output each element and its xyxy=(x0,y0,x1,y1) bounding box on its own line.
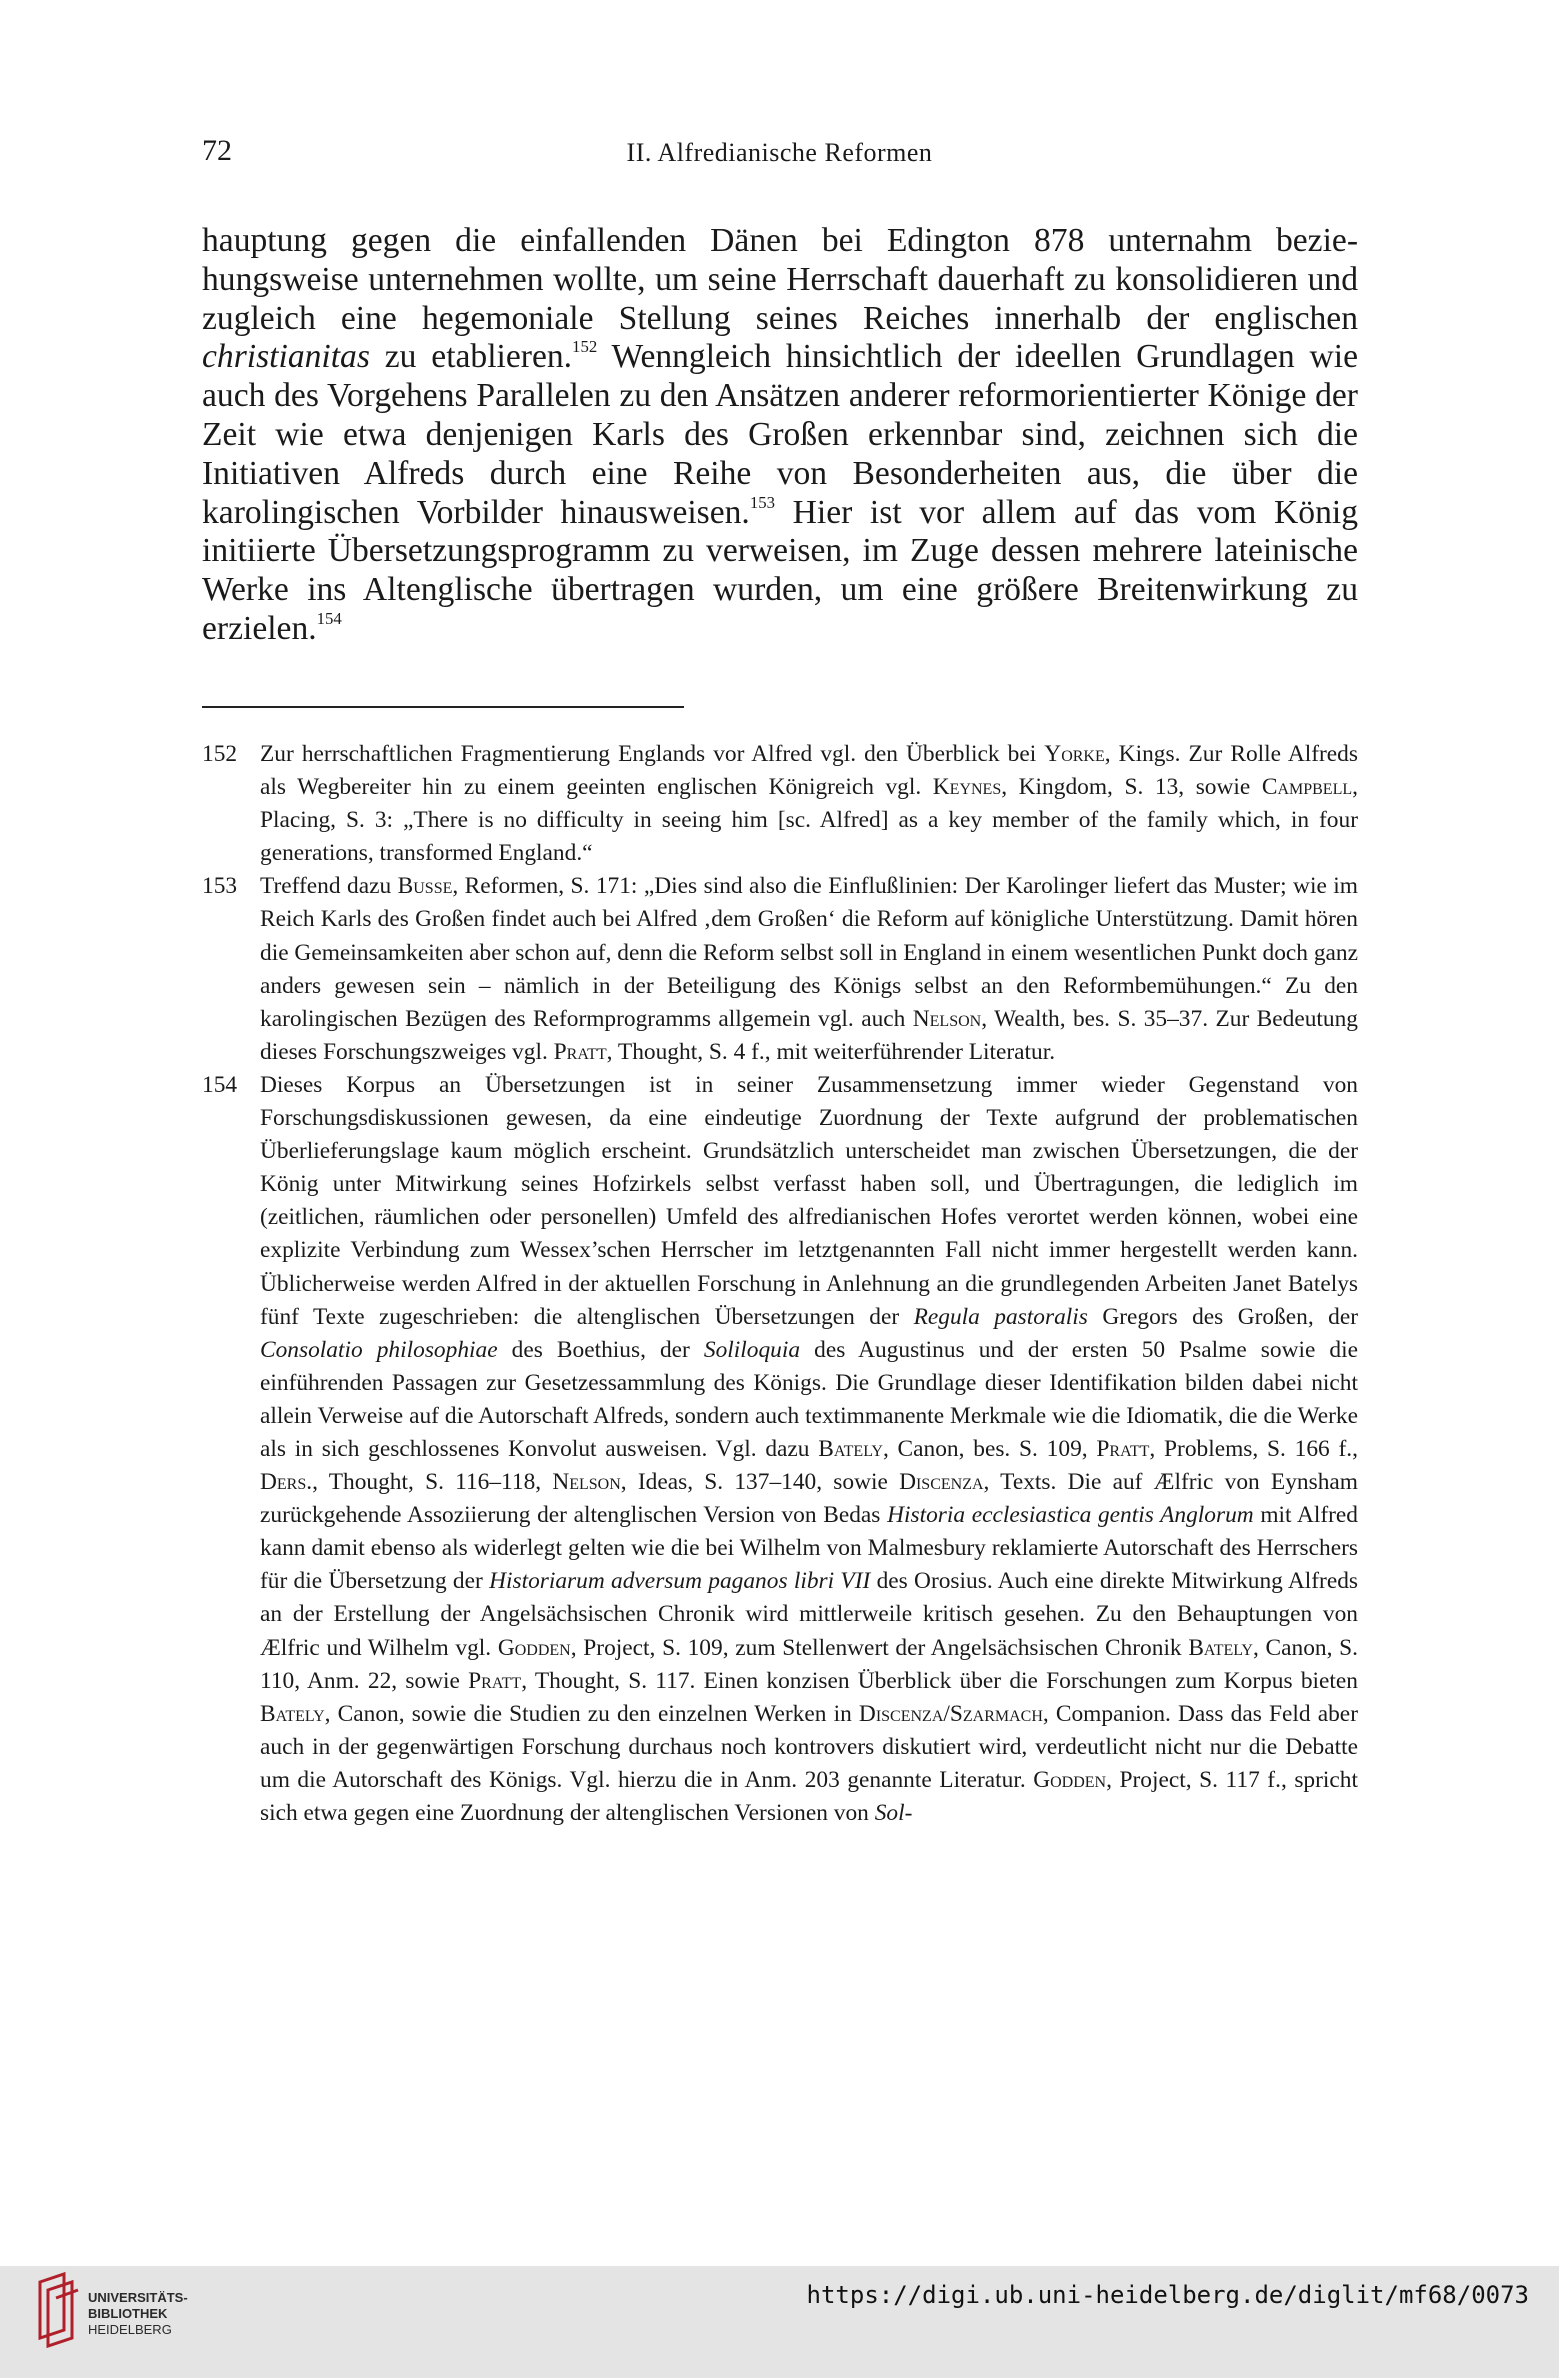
author-name: Pratt xyxy=(553,1038,607,1065)
footnote-text: Dieses Korpus an Übersetzungen ist in seiner Zusammensetzung immer wieder Gegenstand von Forschungsdiskussionen gewesen, da eine eindeutige Zuordnung der Texte aufgrund der problematischen Überlieferungslage kaum möglich erscheint. Grundsätzlich unterscheidet man zwischen Übersetzungen, die der König unter Mitwirkung seines Hofzirkels selbst verfasst haben soll, und Übertragungen, die lediglich im (zeitlichen, räumlichen oder personellen) Umfeld des alfredianischen Hofes verortet werden können, wobei eine explizite Verbindung zum Wessex’schen Herrscher im letztgenannten Fall nicht immer hergestellt werden kann. Üblicherweise werden Alfred in der aktuellen Forschung in Anlehnung an die grundlegenden Arbeiten Janet Batelys fünf Texte zugeschrieben: die altenglischen Übersetzungen der Regula pastoralis Gregors des Großen, der Consolatio philosophiae des Boethius, der Soliloquia des Augustinus und der ersten 50 Psalme sowie die einführenden Passagen zur Gesetzessammlung des Königs. Die Grundlage dieser Identifikation bilden dabei nicht allein Verweise auf die Autorschaft Alfreds, sondern auch textimmanente Merkmale wie die Idiomatik, die die Werke als in sich geschlossenes Konvolut ausweisen. Vgl. dazu Bately, Canon, bes. S. 109, Pratt, Problems, S. 166 f., Ders., Thought, S. 116–118, Nelson, Ideas, S. 137–140, sowie Discenza, Texts. Die auf Ælfric von Eynsham zurückgehende Assoziierung der altenglischen Version von Bedas Historia ecclesiastica gentis Anglorum mit Alfred kann damit ebenso als widerlegt gelten wie die bei Wilhelm von Malmesbury reklamierte Autorschaft des Herrschers für die Übersetzung der Historiarum adversum paganos libri VII des Orosius. Auch eine direkte Mitwirkung Alfreds an der Erstellung der Angelsächsischen Chronik wird mittlerweile kritisch gesehen. Zu den Behauptungen von Ælfric und Wilhelm vgl. Godden, Project, S. 109, zum Stellenwert der Angelsächsischen Chronik Bately, Canon, S. 110, Anm. 22, sowie Pratt, Thought, S. 117. Einen konzisen Überblick über die Forschungen zum Korpus bieten Bately, Canon, sowie die Studien zu den einzelnen Werken in Discenza/Szarmach, Companion. Dass das Feld aber auch in der gegenwärtigen Forschung durchaus noch kontrovers diskutiert wird, verdeutlicht nicht nur die Debatte um die Autorschaft des Königs. Vgl. hierzu die in Anm. 203 genannte Literatur. Godden, Project, S. 117 f., spricht sich etwa gegen eine Zuordnung der altenglischen Versionen von Sol- xyxy=(260,1071,1359,1826)
library-logo-text[interactable]: UNIVERSITÄTS- BIBLIOTHEK HEIDELBERG xyxy=(88,2290,188,2337)
author-name: Bately xyxy=(1188,1634,1253,1661)
work-title: Historiarum adversum paganos libri VII xyxy=(489,1568,871,1595)
author-name: Godden xyxy=(497,1634,571,1661)
text-run: Wenngleich hinsichtlich der ideellen Grundlagen wie auch des Vorgehens Parallelen zu den Ansätzen anderer reformorientierter Könige der Zeit wie etwa denjenigen Karls des Großen erkennbar sind, zeichnen sich die Initiativen Alfreds durch eine Reihe von Besonderheiten aus, die über die karolingischen Vorbilder hinausweisen. xyxy=(202,338,1358,531)
footnote-number: 153 xyxy=(202,873,238,900)
author-name: Nelson xyxy=(912,1005,982,1032)
author-name: Keynes xyxy=(932,774,1002,801)
footnote-separator xyxy=(202,706,684,708)
footnote-154 xyxy=(202,1069,1358,1830)
paragraph xyxy=(202,222,1358,649)
main-text xyxy=(202,222,1358,649)
author-name: Godden xyxy=(1033,1766,1107,1793)
work-title: Soliloquia xyxy=(703,1336,801,1363)
footnote-number: 154 xyxy=(202,1071,238,1098)
text-run: hauptung gegen die einfallenden Dänen bei Edington 878 unternahm beziehungsweise unternehmen wollte, um seine Herrschaft dauerhaft zu konsolidieren und zugleich eine hegemoniale Stellung seines Reiches innerhalb der englischen xyxy=(202,222,1358,337)
author-name: Bately xyxy=(260,1700,325,1727)
author-name: Busse xyxy=(397,873,453,900)
author-name: Yorke xyxy=(1044,741,1105,767)
text-run: Hier ist vor allem auf das vom König initiierte Übersetzungsprogramm zu verweisen, im Zuge dessen mehrere lateinische Werke ins Altenglische übertragen wurden, um eine größere Breitenwirkung zu erzielen. xyxy=(202,493,1358,647)
author-name: Ders. xyxy=(260,1469,313,1496)
footnotes xyxy=(202,738,1358,1830)
author-name: Discenza xyxy=(899,1469,984,1496)
work-title: Historia ecclesiastica gentis Anglorum xyxy=(887,1502,1254,1529)
footnote-ref-154[interactable]: 154 xyxy=(316,608,342,628)
author-name: Bately xyxy=(818,1435,883,1462)
work-title: Regula pastoralis xyxy=(913,1303,1088,1330)
source-url[interactable]: https://digi.ub.uni-heidelberg.de/diglit/mf68/0073 xyxy=(806,2281,1529,2309)
italic-term: christianitas xyxy=(202,338,370,376)
footnote-ref-153[interactable]: 153 xyxy=(749,492,776,512)
work-title: Sol- xyxy=(874,1800,913,1826)
page-number: 72 xyxy=(202,134,232,167)
footnote-ref-152[interactable]: 152 xyxy=(572,337,598,357)
author-name: Pratt xyxy=(468,1667,522,1694)
running-head: II. Alfredianische Reformen xyxy=(626,138,933,167)
author-name: Pratt xyxy=(1096,1435,1150,1462)
text-run: zu etablieren. xyxy=(369,338,573,376)
author-name: Nelson xyxy=(552,1469,621,1496)
author-name: Campbell xyxy=(1261,774,1353,801)
footnote-152 xyxy=(202,738,1358,870)
footnote-number: 152 xyxy=(202,741,238,767)
work-title: Consolatio philosophiae xyxy=(260,1336,498,1363)
author-name: Discenza/Szarmach xyxy=(858,1700,1043,1727)
footnote-text: Treffend dazu Busse, Reformen, S. 171: „Dies sind also die Einflußlinien: Der Karolinger liefert das Muster; wie im Reich Karls des Großen findet auch bei Alfred ‚dem Großen‘ die Reform auf königliche Unterstützung. Damit hören die Gemeinsamkeiten aber schon auf, denn die Reform selbst soll in England in einem wesentlichen Punkt doch ganz anders gewesen sein – nämlich in der Beteiligung des Königs selbst an den Reformbemühungen.“ Zu den karolingischen Bezügen des Reformprogramms allgemein vgl. auch Nelson, Wealth, bes. S. 35–37. Zur Bedeutung dieses Forschungszweiges vgl. Pratt, Thought, S. 4 f., mit weiterführender Literatur. xyxy=(260,873,1358,1065)
footnote-text: Zur herrschaftlichen Fragmentierung Englands vor Alfred vgl. den Überblick bei Yorke, Kings. Zur Rolle Alfreds als Wegbereiter hin zu einem geeinten englischen Königreich vgl. Keynes, Kingdom, S. 13, sowie Campbell, Placing, S. 3: „There is no difficulty in seeing him [sc. Alfred] as a key member of the family which, in four generations, transformed England.“ xyxy=(260,741,1358,867)
footnote-153 xyxy=(202,870,1358,1069)
library-logo-icon[interactable] xyxy=(34,2270,82,2362)
